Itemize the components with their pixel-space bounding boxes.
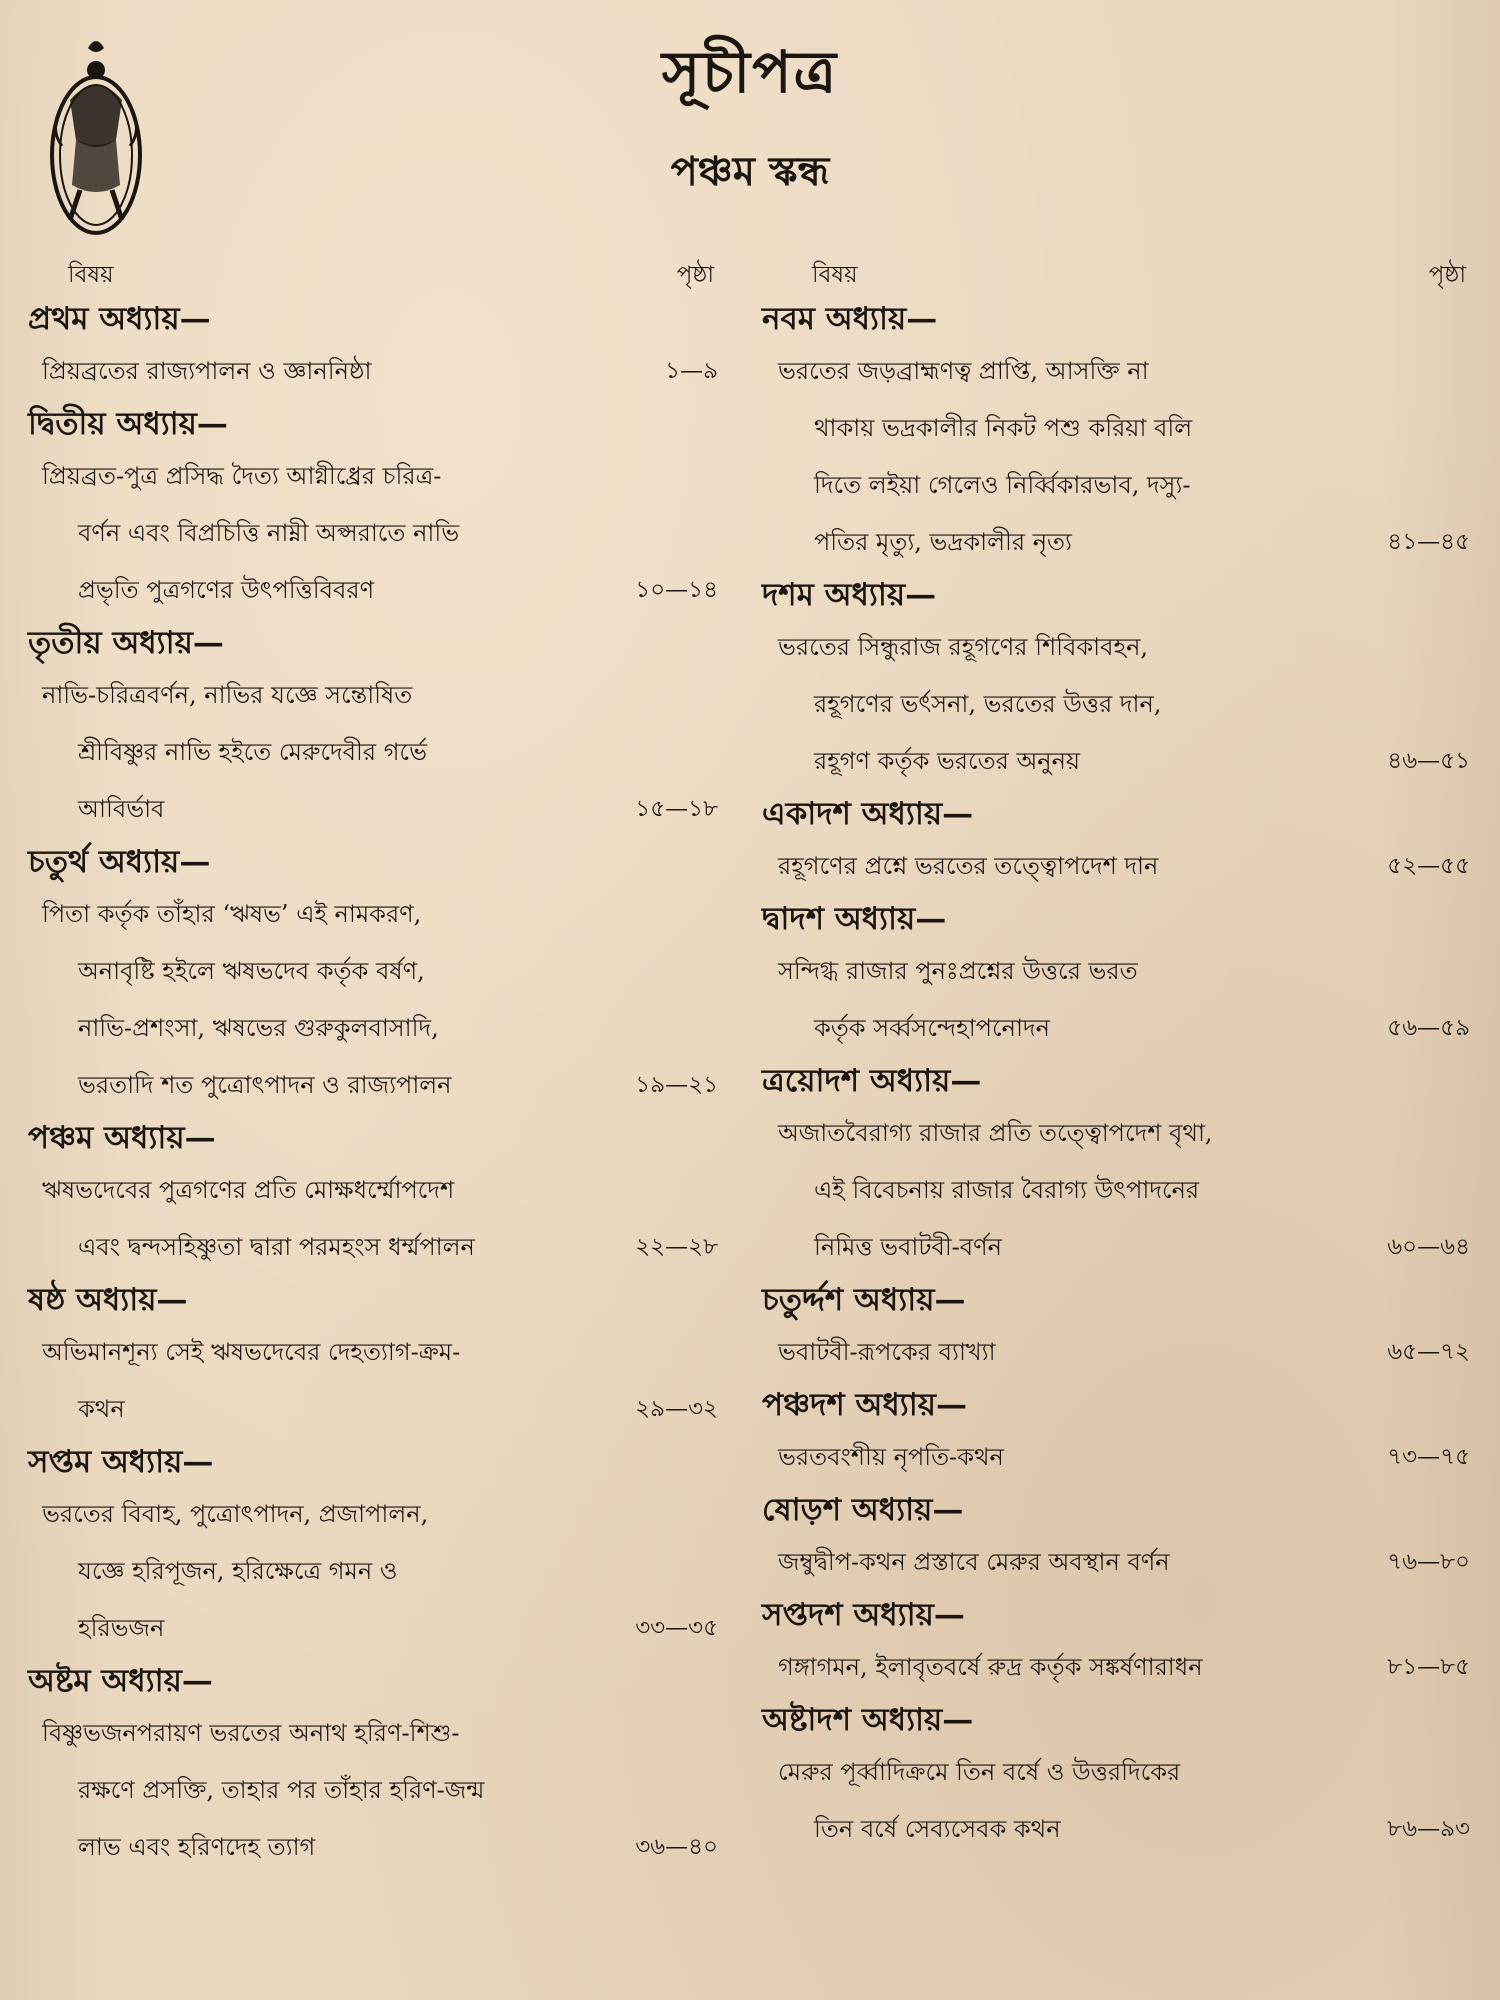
summary-line: ভরতের জড়ব্রাহ্মণত্ব প্রাপ্তি, আসক্তি না <box>778 357 1149 385</box>
left-column <box>28 255 718 1876</box>
chapter-summary-row <box>28 1486 718 1657</box>
chapter-list <box>762 295 1470 1858</box>
chapter-list <box>28 295 718 1876</box>
summary-line: ঋষভদেবের পুত্রগণের প্রতি মোক্ষধর্ম্মোপদেশ <box>42 1176 455 1204</box>
chapter-summary <box>28 448 617 619</box>
summary-line: মেরুর পূর্ব্বাদিক্রমে তিন বর্ষে ও উত্তরদিকের <box>778 1758 1181 1786</box>
chapter-summary-row <box>762 343 1470 571</box>
page-range: ৫৬—৫৯ <box>1387 1015 1470 1041</box>
summary-line: ভরতের বিবাহ, পুত্রোৎপাদন, প্রজাপালন, <box>42 1500 429 1528</box>
chapter-summary <box>28 1705 617 1876</box>
chapter-summary <box>762 838 1369 895</box>
summary-line: জম্বুদ্বীপ-কথন প্রস্তাবে মেরুর অবস্থান বর্ণন <box>778 1548 1170 1576</box>
chapter-summary <box>762 1639 1369 1696</box>
chapter-summary <box>762 943 1369 1057</box>
summary-line: আবির্ভাব <box>78 795 165 823</box>
chapter-summary <box>762 1534 1369 1591</box>
summary-line: এই বিবেচনায় রাজার বৈরাগ্য উৎপাদনের <box>814 1176 1200 1204</box>
chapter-title: সপ্তদশ অধ্যায়— <box>762 1597 965 1633</box>
summary-line: প্রভৃতি পুত্রগণের উৎপত্তিবিবরণ <box>78 576 375 604</box>
chapter-entry <box>762 790 1470 895</box>
page-range: ৫২—৫৫ <box>1387 853 1470 879</box>
chapter-summary-row <box>762 1429 1470 1486</box>
summary-line: বর্ণন এবং বিপ্রচিত্তি নাম্নী অপ্সরাতে নাভি <box>78 519 460 547</box>
summary-line: প্রিয়ব্রতের রাজ্যপালন ও জ্ঞাননিষ্ঠা <box>42 357 372 385</box>
summary-line: পতির মৃত্যু, ভদ্রকালীর নৃত্য <box>814 528 1073 556</box>
summary-line: প্রিয়ব্রত-পুত্র প্রসিদ্ধ দৈত্য আগ্নীধ্রের চরিত্র- <box>42 462 442 490</box>
summary-line: হরিভজন <box>78 1614 165 1642</box>
section-subtitle: পঞ্চম স্কন্ধ <box>670 148 830 195</box>
summary-line: ভবাটবী-রূপকের ব্যাখ্যা <box>778 1338 996 1366</box>
summary-line: সন্দিগ্ধ রাজার পুনঃপ্রশ্নের উত্তরে ভরত <box>778 957 1138 985</box>
chapter-title: সপ্তম অধ্যায়— <box>28 1444 214 1480</box>
chapter-entry <box>28 619 718 838</box>
summary-line: লাভ এবং হরিণদেহ ত্যাগ <box>78 1833 316 1861</box>
chapter-title: নবম অধ্যায়— <box>762 301 938 337</box>
summary-line: রহূগণের ভর্ৎসনা, ভরতের উত্তর দান, <box>814 690 1162 718</box>
chapter-summary-row <box>762 1534 1470 1591</box>
chapter-title: দশম অধ্যায়— <box>762 577 937 613</box>
page-range: ৮৬—৯৩ <box>1387 1816 1470 1842</box>
summary-line: নাভি-প্রশংসা, ঋষভের গুরুকুলবাসাদি, <box>78 1014 439 1042</box>
summary-line: ভরতের সিন্ধুরাজ রহূগণের শিবিকাবহন, <box>778 633 1149 661</box>
chapter-title: দ্বিতীয় অধ্যায়— <box>28 406 228 442</box>
chapter-summary-row <box>762 1105 1470 1276</box>
summary-line: ভরতবংশীয় নৃপতি-কথন <box>778 1443 1004 1471</box>
chapter-summary <box>762 1324 1369 1381</box>
chapter-summary-row <box>762 1324 1470 1381</box>
page-title: সূচীপত্র <box>661 38 839 106</box>
right-column <box>762 255 1470 1858</box>
chapter-entry <box>28 1438 718 1657</box>
chapter-summary-row <box>28 448 718 619</box>
summary-line: রহূগণের প্রশ্নে ভরতের তত্ত্বোপদেশ দান <box>778 852 1159 880</box>
chapter-summary-row <box>28 1705 718 1876</box>
chapter-summary-row <box>762 1744 1470 1858</box>
chapter-summary <box>28 667 617 838</box>
page-range: ৭৬—৮০ <box>1387 1549 1470 1575</box>
summary-line: দিতে লইয়া গেলেও নির্ব্বিকারভাব, দস্যু- <box>814 471 1191 499</box>
page-label: পৃষ্ঠা <box>1428 261 1466 288</box>
page-range: ৮১—৮৫ <box>1387 1654 1470 1680</box>
chapter-summary-row <box>762 619 1470 790</box>
summary-line: যজ্ঞে হরিপূজন, হরিক্ষেত্রে গমন ও <box>78 1557 398 1585</box>
chapter-entry <box>762 1381 1470 1486</box>
chapter-summary-row <box>762 838 1470 895</box>
chapter-title: অষ্টম অধ্যায়— <box>28 1663 213 1699</box>
chapter-entry <box>762 1696 1470 1858</box>
chapter-title: চতুর্দ্দশ অধ্যায়— <box>762 1282 966 1318</box>
chapter-title: ষোড়শ অধ্যায়— <box>762 1492 964 1528</box>
chapter-summary <box>762 1429 1369 1486</box>
chapter-title: প্রথম অধ্যায়— <box>28 301 211 337</box>
chapter-entry <box>762 895 1470 1057</box>
chapter-title: ত্রয়োদশ অধ্যায়— <box>762 1063 982 1099</box>
page-range: ৭৩—৭৫ <box>1387 1444 1470 1470</box>
chapter-title: দ্বাদশ অধ্যায়— <box>762 901 947 937</box>
chapter-summary <box>28 1324 617 1438</box>
chapter-entry <box>28 295 718 400</box>
chapter-summary <box>28 886 617 1114</box>
summary-line: ভরতাদি শত পুত্রোৎপাদন ও রাজ্যপালন <box>78 1071 452 1099</box>
summary-line: শ্রীবিষ্ণুর নাভি হইতে মেরুদেবীর গর্ভে <box>78 738 427 766</box>
chapter-summary-row <box>762 943 1470 1057</box>
chapter-entry <box>762 295 1470 571</box>
page-range: ৪১—৪৫ <box>1387 529 1470 555</box>
chapter-summary <box>762 1744 1369 1858</box>
summary-line: কর্তৃক সর্ব্বসন্দেহাপনোদন <box>814 1014 1050 1042</box>
subject-label: বিষয় <box>812 261 858 288</box>
page-range: ২২—২৮ <box>635 1234 718 1260</box>
chapter-entry <box>28 838 718 1114</box>
summary-line: বিষ্ণুভজনপরায়ণ ভরতের অনাথ হরিণ-শিশু- <box>42 1719 460 1747</box>
chapter-entry <box>762 1591 1470 1696</box>
chapter-summary-row <box>762 1639 1470 1696</box>
summary-line: এবং দ্বন্দসহিষ্ণুতা দ্বারা পরমহংস ধর্ম্মপালন <box>78 1233 475 1261</box>
chapter-summary-row <box>28 343 718 400</box>
summary-line: অনাবৃষ্টি হইলে ঋষভদেব কর্তৃক বর্ষণ, <box>78 957 425 985</box>
chapter-entry <box>28 1657 718 1876</box>
chapter-title: অষ্টাদশ অধ্যায়— <box>762 1702 974 1738</box>
page-range: ৪৬—৫১ <box>1387 748 1470 774</box>
chapter-title: চতুর্থ অধ্যায়— <box>28 844 211 880</box>
chapter-entry <box>28 1276 718 1438</box>
chapter-title: পঞ্চদশ অধ্যায়— <box>762 1387 968 1423</box>
page-range: ১০—১৪ <box>635 577 718 603</box>
chapter-entry <box>28 1114 718 1276</box>
summary-line: নিমিত্ত ভবাটবী-বর্ণন <box>814 1233 1002 1261</box>
page-range: ১৫—১৮ <box>635 796 718 822</box>
page-label: পৃষ্ঠা <box>676 261 714 288</box>
page-range: ১৯—২১ <box>635 1072 718 1098</box>
chapter-summary-row <box>28 1162 718 1276</box>
summary-line: পিতা কর্তৃক তাঁহার ‘ঋষভ’ এই নামকরণ, <box>42 900 422 928</box>
summary-line: অজাতবৈরাগ্য রাজার প্রতি তত্ত্বোপদেশ বৃথা, <box>778 1119 1213 1147</box>
chapter-entry <box>762 1486 1470 1591</box>
chapter-summary-row <box>28 1324 718 1438</box>
chapter-summary <box>762 619 1369 790</box>
column-header <box>28 255 718 295</box>
chapter-title: ষষ্ঠ অধ্যায়— <box>28 1282 188 1318</box>
page-range: ৬৫—৭২ <box>1387 1339 1470 1365</box>
summary-line: গঙ্গাগমন, ইলাবৃতবর্ষে রুদ্র কর্তৃক সঙ্কর্ষণারাধন <box>778 1653 1203 1681</box>
summary-line: অভিমানশূন্য সেই ঋষভদেবের দেহত্যাগ-ক্রম- <box>42 1338 461 1366</box>
summary-line: কথন <box>78 1395 125 1423</box>
chapter-entry <box>28 400 718 619</box>
column-header <box>762 255 1470 295</box>
chapter-summary <box>28 343 647 400</box>
subject-label: বিষয় <box>68 261 114 288</box>
chapter-entry <box>762 1057 1470 1276</box>
chapter-entry <box>762 1276 1470 1381</box>
chapter-title: একাদশ অধ্যায়— <box>762 796 974 832</box>
page-range: ৬০—৬৪ <box>1387 1234 1470 1260</box>
page-range: ৩৩—৩৫ <box>635 1615 718 1641</box>
summary-line: তিন বর্ষে সেব্যসেবক কথন <box>814 1815 1061 1843</box>
page-range: ৩৬—৪০ <box>635 1834 718 1860</box>
chapter-summary-row <box>28 667 718 838</box>
chapter-entry <box>762 571 1470 790</box>
page-range: ২৯—৩২ <box>635 1396 718 1422</box>
chapter-title: তৃতীয় অধ্যায়— <box>28 625 224 661</box>
chapter-summary <box>28 1486 617 1657</box>
chapter-summary <box>28 1162 617 1276</box>
chapter-summary <box>762 343 1369 571</box>
chapter-title: পঞ্চম অধ্যায়— <box>28 1120 216 1156</box>
summary-line: রক্ষণে প্রসক্তি, তাহার পর তাঁহার হরিণ-জন্ম <box>78 1776 485 1804</box>
chapter-summary <box>762 1105 1369 1276</box>
summary-line: নাভি-চরিত্রবর্ণন, নাভির যজ্ঞে সন্তোষিত <box>42 681 413 709</box>
chapter-summary-row <box>28 886 718 1114</box>
summary-line: থাকায় ভদ্রকালীর নিকট পশু করিয়া বলি <box>814 414 1193 442</box>
summary-line: রহূগণ কর্তৃক ভরতের অনুনয় <box>814 747 1081 775</box>
page-range: ১—৯ <box>665 358 718 384</box>
